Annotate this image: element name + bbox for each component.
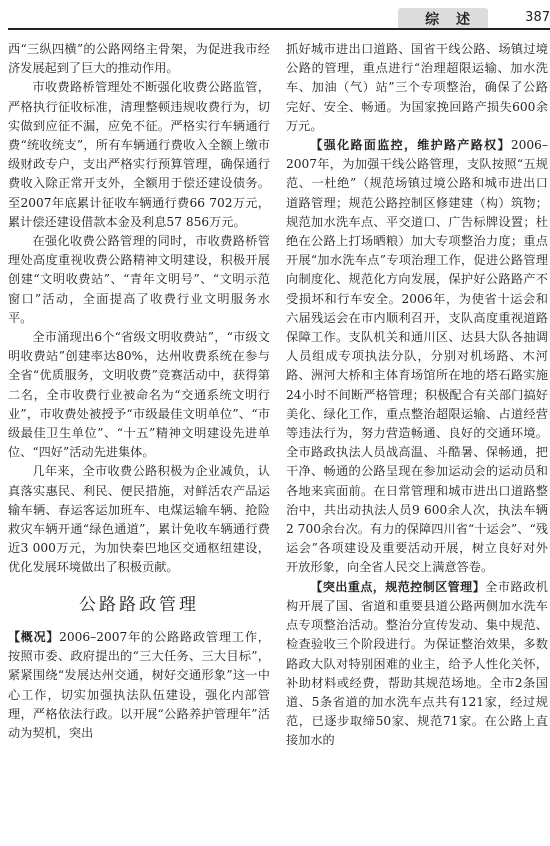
road-monitoring-label: 【强化路面监控，维护路产路权】 <box>310 138 511 153</box>
paragraph-control-zone <box>286 578 548 751</box>
header-rule <box>8 28 550 30</box>
paragraph-civilized-stations: 全市涌现出6个“省级文明收费站”，“市级文明收费站”创建率达80%，达州收费系统在参与全省“优质服务，文明收费”竞赛活动中，获得第二名，全市收费行业被命名为“交通系统文明行业”，市收费处被授予“市级最佳文明单位”、“市级最佳卫生单位”、“十五”精神文明建设先进单位、“四好”活动先进集体。 <box>8 330 270 460</box>
overview-text: 2006–2007年的公路路政管理工作，按照市委、政府提出的“三大任务、三大目标”，紧紧围绕“发展达州交通，树好交通形象”这一中心工作，切实加强执法队伍建设，强化内部管理，严格依法行政。以开展“公路养护管理年”活动为契机，突出 <box>8 629 270 740</box>
paragraph-toll-management: 市收费路桥管理处不断强化收费公路监管，严格执行征收标准，清理整顿违规收费行为，切实做到应征不漏，应免不征。严格实行车辆通行费“统收统支”，所有车辆通行费收入全额上缴市级财政专户，支出严格实行预算管理，确保通行费收入除正常开支外，全额用于偿还建设债务。至2007年底累计征收车辆通行费66 702万元，累计偿还建设借款本金及利息57 856万元。 <box>8 80 270 229</box>
paragraph-overview <box>8 628 270 743</box>
section-name: 综 述 <box>425 12 476 28</box>
right-column <box>286 40 548 751</box>
control-zone-text: 全市路政机构开展了国、省道和重要县道公路两侧加水洗车点专项整治活动。整治分宣传发动、集中规范、检查验收三个阶段进行。为保证整治效果，多数路政大队对特别困难的业主，给予人性化关怀，补助材料或经费，帮助其规范场地。全市2条国道、5条省道的加水洗车点共有121家，经过规范，已逐步取缔50家、规范71家。在公路上直接加水的 <box>286 579 548 748</box>
control-zone-label: 【突出重点，规范控制区管理】 <box>310 579 486 594</box>
paragraph-road-monitoring <box>286 136 548 578</box>
paragraph-continued: 西“三纵四横”的公路网络主骨架，为促进我市经济发展起到了巨大的推动作用。 <box>8 42 270 76</box>
road-monitoring-text: 2006–2007年，为加强干线公路管理，支队按照“五规范、一杜绝”（规范场镇过境公路和城市进出口道路管理；规范公路控制区修建建（构）筑物；规范加水洗车点、平交道口、广告标牌设置；杜绝在公路上打场晒粮）加大专项整治力度；重点开展“加水洗车点”专项治理工作，促进公路管理向制度化、规范化方向发展，保护好公路路产不受损坏和行车安全。2006年，为使省十运会和六届残运会在市内顺利召开，支队高度重视道路保障工作。支队机关和通川区、达县大队各抽调人员组成专项执法分队，分别对机场路、木河路、洲河大桥和主体育场馆所在地的塔石路实施24小时不间断严格管理；积极配合有关部门搞好美化、绿化工作，重点整治超限运输、占道经营等违法行为，努力营造畅通、良好的交通环境。全市路政执法人员战高温、斗酷暑、保畅通，把干净、畅通的公路呈现在参加运动会的运动员和各地来宾面前。在日常管理和城市进出口道路整治中，共出动执法人员9 600余人次，执法车辆2 700余台次。有力的保障四川省“十运会”、“残运会”各项建设及重要活动开展，树立良好对外开放形象，向全省人民交上满意答卷。 <box>286 138 548 575</box>
page-number: 387 <box>525 10 550 25</box>
paragraph-green-channel: 几年来，全市收费公路积极为企业减负，认真落实惠民、利民、便民措施，对鲜活农产品运输车辆、春运客运加班车、电煤运输车辆、抢险救灾车辆开通“绿色通道”，累计免收车辆通行费近3 000万元，为加快秦巴地区交通枢纽建设，优化发展环境做出了积极贡献。 <box>8 464 270 575</box>
section-heading: 公路路政管理 <box>79 594 199 615</box>
paragraph-continued-right: 抓好城市进出口道路、国省干线公路、场镇过境公路的管理，重点进行“治理超限运输、加水洗车、加油（气）站”三个专项整治，确保了公路完好、安全、畅通。为国家挽回路产损失600余万元。 <box>286 42 548 133</box>
paragraph-civilization-building: 在强化收费公路管理的同时，市收费路桥管理处高度重视收费公路精神文明建设，积极开展创建“文明收费站”、“青年文明号”、“文明示范窗口”活动，全面提高了收费行业文明服务水平。 <box>8 234 270 325</box>
left-column <box>8 40 270 743</box>
overview-label: 【概况】 <box>8 629 60 644</box>
